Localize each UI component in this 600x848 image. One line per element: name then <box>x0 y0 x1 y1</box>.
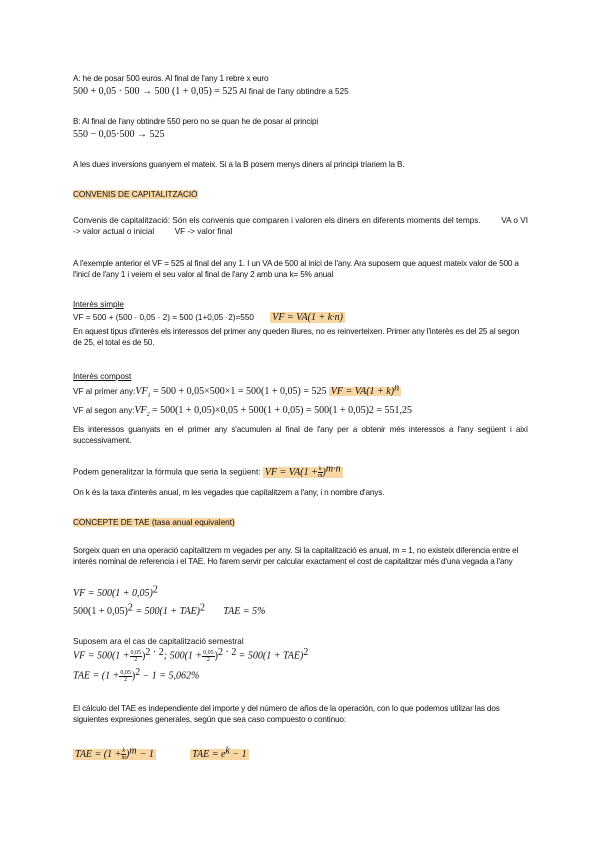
second-year-equation: = 500(1 + 0,05)×0,05 + 500(1 + 0,05) = 500(1 + 0,05)2 = 551,25 <box>151 405 413 416</box>
general-label: Podem generalitzar la fórmula que seria la següent: <box>73 467 261 477</box>
simple-explanation: En aquest tipus d'interès els interessos del primer any queden lliures, no es reinverteixen. Primer any l'interès es del 25 al segon de 25, el total es de 50. <box>73 327 520 347</box>
va-definition: VA o VI -> valor actual o inicial <box>73 216 528 236</box>
convenis-paragraph <box>73 215 528 237</box>
conclusion-text: A les dues inversions guanyem el mateix. Si a la B posem menys diners al principi triariem la B. <box>73 160 405 169</box>
compost-formula-box: VF = $VA(1 + k)^n$ <box>330 382 400 397</box>
convenis-text: Convenis de capitalització: Són els convenis que comparen i valoren els diners en diferents moments del temps. <box>73 216 481 225</box>
equation-mid: = 500(1 + TAE) <box>132 606 201 617</box>
general-formula-box: VF = VA(1 + $\frac{k}{m}$ )$^{m\cdot n}$ <box>264 462 341 479</box>
equation-part: = 500(1 + TAE) <box>238 650 304 662</box>
first-year-equation: = 500 + 0,05×500×1 = 500(1 + 0,05) = 525 <box>152 386 327 397</box>
compost-line-2: VF al segon $any:VF_2 = 500(1 + 0,05)\times 0,05 + 500(1 + 0,05) = 500(1 + 0,05)2 = 551,25$ <box>73 405 413 418</box>
k-over-m-fraction: $\frac{k}{m}$ <box>317 466 323 479</box>
equation-left: 500(1 + 0,05) <box>73 606 128 617</box>
vf-definition: VF -> valor final <box>174 227 233 236</box>
equation-part: VF = 500(1 + <box>73 650 130 662</box>
section-b-line: B: Al final de l'any obtindre 550 pero no se quan he de posar al principi <box>73 117 319 126</box>
tae-semestral-label: Suposem ara el cas de capitalització semestral <box>73 637 244 646</box>
compost-explanation: Els interessos guanyats en el primer any s'acumulen al final de l'any per a obtenir més interessos a l'any següent i així successivament. <box>73 425 528 445</box>
general-formula: VF = VA(1 + <box>264 466 318 478</box>
equation-note: Al final de l'any obtindre a 525 <box>237 87 349 96</box>
compost-formula: VF = VA(1 + k) <box>330 386 395 397</box>
convenis-heading-wrap <box>73 189 528 200</box>
convenis-heading: CONVENIS DE CAPITALITZACIÓ <box>73 190 198 199</box>
compost-heading-wrap <box>73 371 528 382</box>
fraction: $\frac{0,05}{2}$ <box>120 670 131 683</box>
equation: 500 + 0,05 · 500 → 500 (1 + 0,05) = 525 <box>73 86 238 97</box>
section-a-line: A: he de posar 500 euros. Al final de l'any 1 rebre x euro <box>73 74 269 83</box>
section-a-equation <box>73 86 528 97</box>
tae-eq-2: $500(1 + 0,05)^2 = 500(1 + TAE)^2$ TAE = 5% <box>73 602 266 617</box>
equation-part: ; 500(1 + <box>163 650 203 662</box>
compost-heading: Interès compost <box>73 372 132 381</box>
equation-part: − 1 = 5,062% <box>142 670 200 682</box>
tae-final-formulas <box>73 744 528 761</box>
equation: VF = 500(1 + 0,05) <box>73 588 153 599</box>
k-over-m-fraction: $\frac{k}{m}$ <box>121 748 126 761</box>
tae-eq-3: VF = 500(1 + $\frac{0,05}{2}$ )$^{2 \cdot 2}$; 500(1 + $\frac{0,05}{2}$ )$^{2 \cdot 2}$ = 500(1 + TAE)$^2$ <box>73 646 309 663</box>
simple-formula-text: VF = 500 + (500 · 0,05 · 2) = 500 (1+0,05 ·2)=550 <box>73 313 254 322</box>
simple-heading-wrap <box>73 299 528 310</box>
tae-eq-1: VF = $500(1 + 0,05)^2$ <box>73 584 158 599</box>
simple-formula-line <box>73 312 528 323</box>
tae-compound-formula: TAE = (1 + $\frac{k}{m}$ )$^m$ − 1 <box>75 744 154 761</box>
tae-heading: CONCEPTE DE TAE (tasa anual equivalent) <box>73 518 235 527</box>
tae-result: TAE = 5% <box>223 606 266 617</box>
equation-part: TAE = (1 + <box>73 670 120 682</box>
first-year-label: VF al primer any: <box>73 387 136 396</box>
tae-heading-wrap <box>73 517 528 528</box>
compost-variables: On k és la taxa d'interès anual, m les vegades que capitalitzem a l'any, i n nombre d'anys. <box>73 488 385 497</box>
compost-line-1: VF al primer $any:VF_1 = 500 + 0,05\times 500\times 1 = 500(1 + 0,05) = 525$ VF = $VA(1 + k)^n$ <box>73 382 400 399</box>
convenis-example: A l'exemple anterior el VF = 525 al final del any 1. I un VA de 500 al inici de l'any. Ara suposem que aquest mateix valor de 500 a l'inicí de l'any 1 i veiem el seu valor al final de l'any 2 amb una k= 5% anual <box>73 259 519 279</box>
second-year-label: VF al segon any: <box>73 406 135 415</box>
section-b-equation: 550 − 0,05·500 → 525 <box>73 129 165 140</box>
tae-paragraph: Sorgeix quan en una operació capitalitzem m vegades per any. Si la capitalització es anual, m = 1, no existeix diferencia entre el interés nominal de referencia i el TAE. Ho farem servir per calcular exactament el cost de capitalitzar més d'una vegada a l'any <box>73 546 519 566</box>
simple-formula-math: VF = VA(1 + k·n) <box>272 312 344 323</box>
compost-general-line <box>73 462 528 479</box>
tae-eq-4: TAE = (1 + $\frac{0,05}{2}$ )$^2$ − 1 = 5,062% <box>73 666 200 683</box>
tae-general-paragraph: El cálculo del TAE es independiente del importe y del número de años de la operación, con lo que podemos utilizar las dos siguientes expresiones generales, según que sea caso compuesto o continuo: <box>73 704 500 724</box>
fraction: $\frac{0,05}{2}$ <box>130 650 142 663</box>
fraction: $\frac{0,05}{2}$ <box>203 650 214 663</box>
simple-heading: Interès simple <box>73 300 124 309</box>
tae-continuous-formula: TAE = $e^k - 1$ <box>192 744 247 760</box>
